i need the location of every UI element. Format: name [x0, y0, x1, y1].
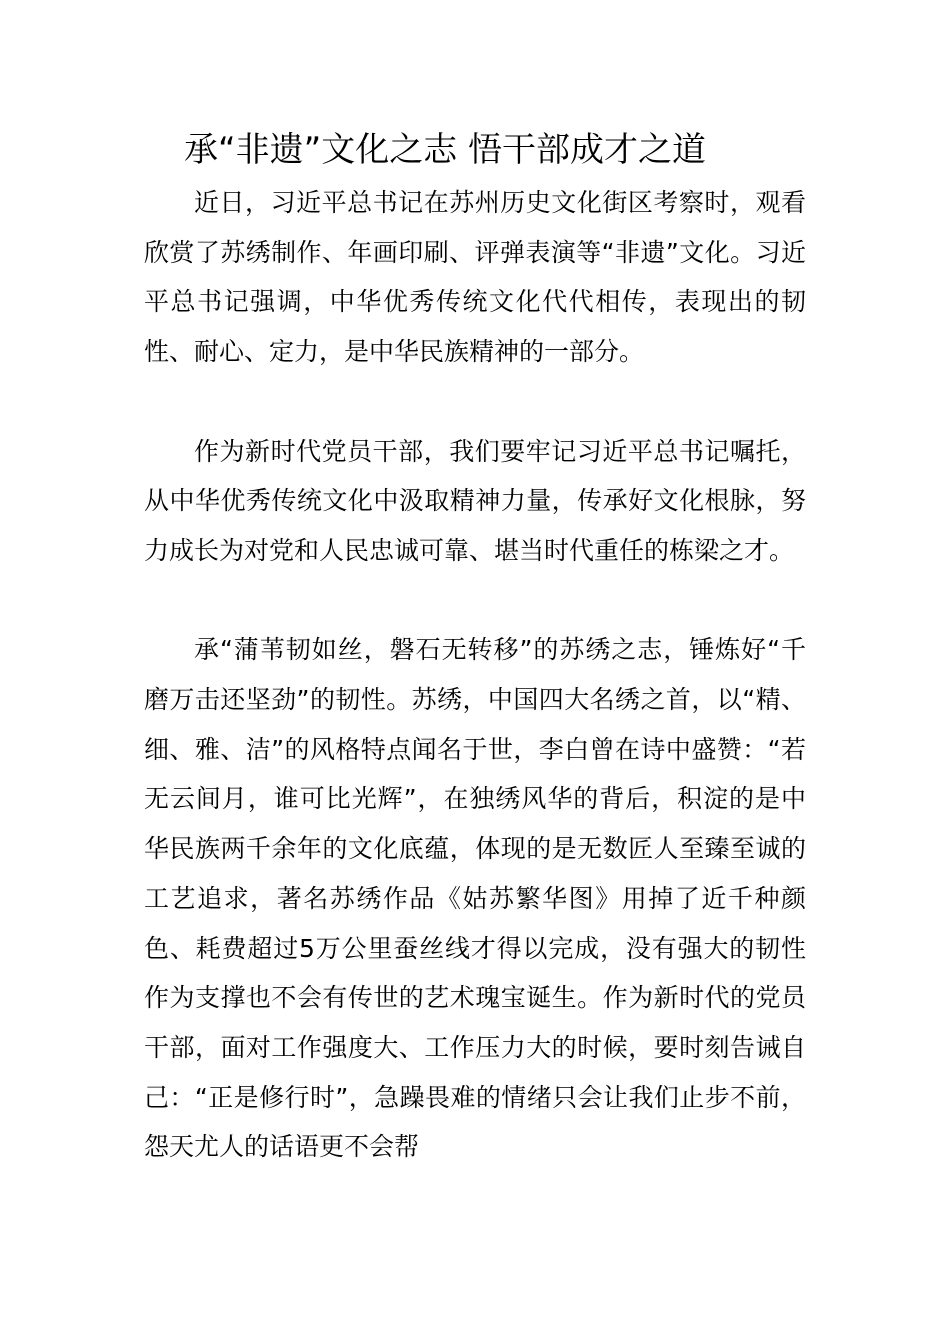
document-title: 承“非遗”文化之志 悟干部成才之道: [184, 130, 707, 170]
paragraph-3: 承“蒲苇韧如丝，磐石无转移”的苏绣之志，锤炼好“千磨万击还坚劲”的韧性。苏绣，中国四大名绣之首，以“精、细、雅、洁”的风格特点闻名于世，李白曾在诗中盛赞：“若无云间月，谁可比光辉”，在独绣风华的背后，积淀的是中华民族两千余年的文化底蕴，体现的是无数匠人至臻至诚的工艺追求，著名苏绣作品《姑苏繁华图》用掉了近千种颜色、耗费超过5万公里蚕丝线才得以完成，没有强大的韧性作为支撑也不会有传世的艺术瑰宝诞生。作为新时代的党员干部，面对工作强度大、工作压力大的时候，要时刻告诫自己：“正是修行时”，急躁畏难的情绪只会让我们止步不前，怨天尤人的话语更不会帮: [144, 635, 806, 1162]
paragraph-2: 作为新时代党员干部，我们要牢记习近平总书记嘱托，从中华优秀传统文化中汲取精神力量，传承好文化根脉，努力成长为对党和人民忠诚可靠、堪当时代重任的栋梁之才。: [144, 436, 806, 565]
paragraph-spacer: [144, 576, 806, 626]
paragraph-spacer: [144, 377, 806, 427]
document-page: [144, 128, 806, 1172]
paragraph-1: 近日，习近平总书记在苏州历史文化街区考察时，观看欣赏了苏绣制作、年画印刷、评弹表演等“非遗”文化。习近平总书记强调，中华优秀传统文化代代相传，表现出的韧性、耐心、定力，是中华民族精神的一部分。: [144, 188, 806, 367]
